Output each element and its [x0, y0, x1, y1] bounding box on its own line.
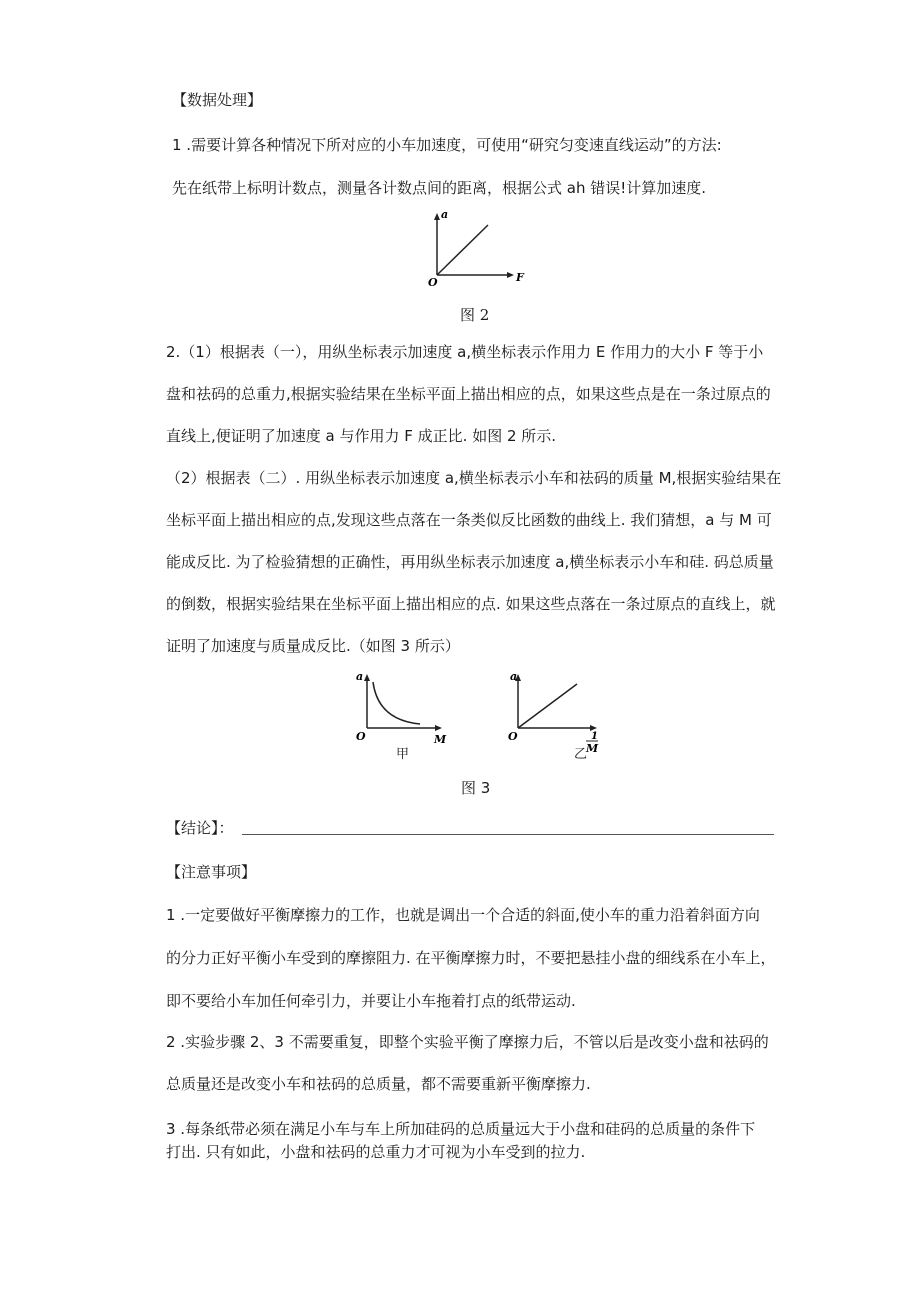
fig2-origin-label: O	[428, 276, 438, 289]
dp-item2-p2-line5: 证明了加速度与质量成反比.（如图 3 所示）	[166, 637, 460, 655]
figure-2-graph	[420, 205, 540, 295]
dp-item2-p2-line3: 能成反比. 为了检验猜想的正确性，再用纵坐标表示加速度 a,横坐标表示小车和硅. 码总质量	[166, 553, 774, 571]
fig3b-origin-label: O	[508, 730, 518, 743]
fig2-x-label: F	[516, 271, 524, 284]
conclusion-blank-line	[242, 834, 774, 835]
notes-item3-line1: 3 .每条纸带必须在满足小车与车上所加硅码的总质量远大于小盘和硅码的总质量的条件下	[166, 1120, 756, 1138]
figure-3-caption: 图 3	[461, 779, 491, 797]
conclusion-heading: 【结论】：	[166, 819, 234, 837]
figure-3-left-subcaption: 甲	[396, 747, 410, 762]
fig3b-x-label-denominator: M	[586, 742, 599, 755]
fig3a-x-arrow	[435, 725, 442, 731]
dp-item1-line1: 1 .需要计算各种情况下所对应的小车加速度，可使用“研究匀变速直线运动”的方法:	[172, 136, 722, 154]
fig3a-inverse-curve	[373, 682, 420, 724]
figure-3-right-graph	[505, 668, 615, 758]
fig2-y-label: a	[441, 208, 449, 221]
fig2-x-arrow	[507, 272, 514, 278]
fig3b-x-label-numerator: 1	[591, 731, 598, 742]
dp-item2-p2-line4: 的倒数，根据实验结果在坐标平面上描出相应的点. 如果这些点落在一条过原点的直线上，就	[166, 595, 776, 613]
figure-3-left-graph	[350, 668, 460, 748]
fig3a-origin-label: O	[356, 730, 366, 743]
dp-item1-line2: 先在纸带上标明计数点，测量各计数点间的距离，根据公式 ah 错误!计算加速度.	[172, 179, 707, 197]
notes-item1-line2: 的分力正好平衡小车受到的摩擦阻力. 在平衡摩擦力时，不要把悬挂小盘的细线系在小车上，	[166, 949, 776, 967]
fig3a-y-label: a	[356, 670, 364, 683]
figure-3-right-subcaption: 乙	[574, 747, 588, 762]
notes-item3-line2: 打出. 只有如此，小盘和祛码的总重力才可视为小车受到的拉力.	[166, 1143, 586, 1161]
fig2-y-arrow	[434, 213, 440, 220]
notes-item2-line2: 总质量还是改变小车和祛码的总质量，都不需要重新平衡摩擦力.	[166, 1075, 591, 1093]
notes-heading: 【注意事项】	[166, 863, 257, 881]
figure-2-caption: 图 2	[460, 306, 490, 324]
dp-item2-p2-line1: （2）根据表（二）. 用纵坐标表示加速度 a,横坐标表示小车和祛码的质量 M,根据实验结果在	[166, 469, 782, 487]
fig3b-y-label: a	[510, 670, 518, 683]
fig3a-y-arrow	[364, 674, 370, 681]
notes-item1-line3: 即不要给小车加任何牵引力，并要让小车拖着打点的纸带运动.	[166, 992, 576, 1010]
dp-item2-p1-line1: 2.（1）根据表（一），用纵坐标表示加速度 a,横坐标表示作用力 E 作用力的大小 F 等于小	[166, 343, 764, 361]
dp-item2-p1-line3: 直线上,便证明了加速度 a 与作用力 F 成正比. 如图 2 所示.	[166, 427, 557, 445]
notes-item2-line1: 2 .实验步骤 2、3 不需要重复，即整个实验平衡了摩擦力后，不管以后是改变小盘和祛码的	[166, 1033, 769, 1051]
fig3a-x-label: M	[434, 733, 447, 746]
fig2-proportional-line	[437, 225, 488, 275]
data-processing-heading: 【数据处理】	[172, 91, 263, 109]
dp-item2-p1-line2: 盘和祛码的总重力,根据实验结果在坐标平面上描出相应的点，如果这些点是在一条过原点的	[166, 385, 771, 403]
dp-item2-p2-line2: 坐标平面上描出相应的点,发现这些点落在一条类似反比函数的曲线上. 我们猜想，a 与 M 可	[166, 511, 772, 529]
fig3b-proportional-line	[518, 684, 577, 728]
notes-item1-line1: 1 .一定要做好平衡摩擦力的工作，也就是调出一个合适的斜面,使小车的重力沿着斜面方向	[166, 906, 760, 924]
